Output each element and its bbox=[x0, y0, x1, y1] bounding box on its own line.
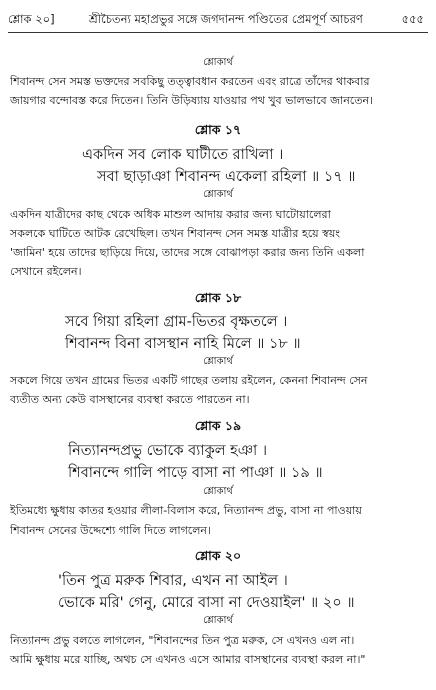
meaning-heading: শ্লোকার্থ bbox=[203, 189, 233, 200]
meaning-line: সকলকে ঘাটিতে আটক রেখেছিল। তখন শিবানন্দ সেন সমস্ত যাত্রীর হয়ে স্বয়ং bbox=[10, 227, 341, 240]
meaning-line: শিবানন্দ সেন সমস্ত ভক্তদের সবকিছু তত্ত্বাবধান করতেন এবং রাত্রে তাঁদের থাকবার bbox=[10, 75, 370, 88]
verse-line: সবে গিয়া রহিলা গ্রাম-ভিতর বৃক্ষতলে । bbox=[65, 314, 288, 330]
meaning-line: ব্যতীত অন্য কেউ বাসস্থানের ব্যবস্থা করতে পারতেন না। bbox=[10, 393, 250, 406]
verse-line: 'তিন পুত্র মরুক শিবার, এখন না আইল । bbox=[58, 573, 288, 589]
meaning-heading: শ্লোকার্থ bbox=[203, 615, 233, 626]
verse-heading: শ্লোক ১৭ bbox=[194, 122, 242, 137]
verse-line: সবা ছাড়াঞা শিবানন্দ একেলা রহিলা ॥ ১৭ ॥ bbox=[97, 169, 356, 185]
meaning-line: জায়গার বন্দোবস্ত করে দিতেন। তিনি উড়িষ্যায় যাওয়ার পথ খুব ভালভাবে জানতেন। bbox=[10, 94, 373, 107]
header-verse-ref: শ্লোক ২০] bbox=[8, 12, 55, 26]
verse-heading: শ্লোক ১৮ bbox=[194, 290, 242, 305]
meaning-line: নিত্যানন্দ প্রভু বলতে লাগলেন, "শিবানন্দের তিন পুত্র মরুক, সে এখনও এল না। bbox=[10, 634, 355, 647]
header-title: শ্রীচৈতন্য মহাপ্রভুর সঙ্গে জগদানন্দ পণ্ডিতের প্রেমপূর্ণ আচরণ bbox=[89, 12, 363, 26]
page-number: ৫৫৫ bbox=[401, 12, 424, 26]
verse-heading: শ্লোক ২০ bbox=[194, 548, 242, 563]
meaning-heading: শ্লোকার্থ bbox=[203, 57, 233, 68]
verse-line: শিবানন্দ বিনা বাসস্থান নাহি মিলে ॥ ১৮ ॥ bbox=[65, 336, 301, 352]
meaning-line: আমি ক্ষুধায় মরে যাচ্ছি, অথচ সে এখনও এসে আমার বাসস্থানের ব্যবস্থা করল না।" bbox=[10, 653, 366, 666]
meaning-line: 'জামিন' হয়ে তাদের ছাড়িয়ে দিয়ে, তাদের সঙ্গে বোঝাপড়া করার জন্য তিনি একলা bbox=[10, 246, 365, 259]
meaning-line: শিবানন্দ সেনের উদ্দেশ্যে গালি দিতে লাগলেন। bbox=[10, 524, 211, 537]
page-header bbox=[8, 11, 428, 29]
meaning-line: সেখানে রইলেন। bbox=[10, 265, 82, 278]
verse-line: শিবানন্দে গালি পাড়ে বাসা না পাঞা ॥ ১৯ ॥ bbox=[68, 465, 323, 481]
verse-line: ভোকে মরি' গেনু, মোরে বাসা না দেওয়াইল' ॥ ২০ ॥ bbox=[58, 595, 355, 611]
meaning-heading: শ্লোকার্থ bbox=[203, 486, 233, 497]
header-rule bbox=[8, 32, 428, 33]
meaning-line: সকলে গিয়ে তখন গ্রামের ভিতর একটি গাছের তলায় রইলেন, কেননা শিবানন্দ সেন bbox=[10, 374, 368, 387]
verse-line: নিত্যানন্দপ্রভু ভোকে ব্যাকুল হঞা । bbox=[68, 443, 268, 459]
verse-line: একদিন সব লোক ঘাটীতে রাখিলা । bbox=[82, 147, 284, 163]
meaning-line: ইতিমধ্যে ক্ষুধায় কাতর হওয়ার লীলা-বিলাস করে, নিত্যানন্দ প্রভু, বাসা না পাওয়ায় bbox=[10, 504, 362, 517]
verse-heading: শ্লোক ১৯ bbox=[194, 418, 242, 433]
meaning-heading: শ্লোকার্থ bbox=[203, 356, 233, 367]
meaning-line: একদিন যাত্রীদের কাছ থেকে অধিক মাশুল আদায় করার জন্য ঘাটোয়ালেরা bbox=[10, 208, 331, 221]
